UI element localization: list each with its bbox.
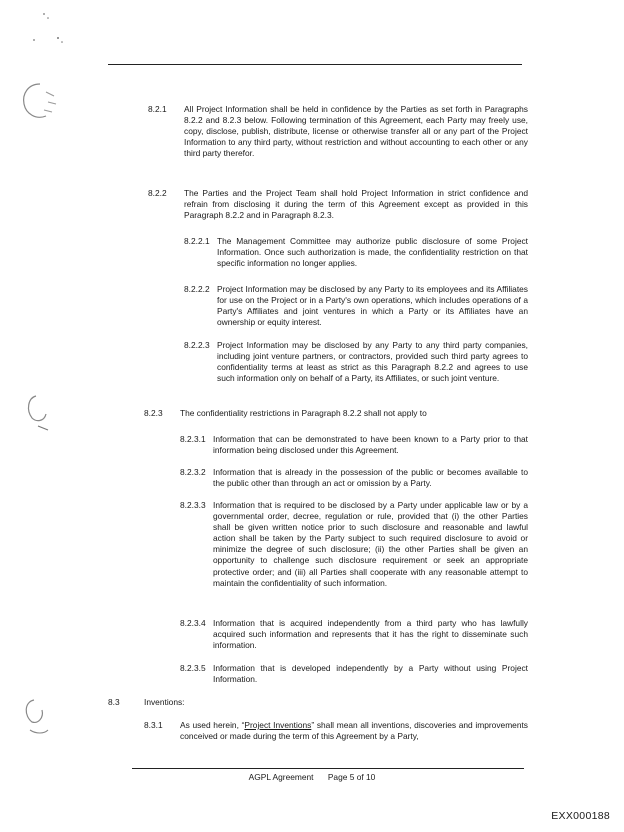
section-number-8-2-3-1: 8.2.3.1 xyxy=(180,434,206,444)
paragraph-8-2-1: All Project Information shall be held in confidence by the Parties as set forth in Paragraphs 8.2.2 and 8.2.3 below. Following termination of this Agreement, each Party may freely use, copy, disclose, publish, distribute, license or otherwise transfer all or any part of the Project Information to any third party, without restriction and without accounting to each other or any third party therefor. xyxy=(184,104,528,159)
paragraph-8-2-3-2: Information that is already in the possession of the public or becomes available to the public other than through an act or omission by a Party. xyxy=(213,467,528,489)
paragraph-8-3-1-rest: ” shall mean all inventions, discoveries and improvements conceived or made during the term of this Agreement by a Party, xyxy=(180,720,528,742)
section-number-8-3: 8.3 xyxy=(108,697,120,707)
paragraph-8-2-2: The Parties and the Project Team shall hold Project Information in strict confidence and refrain from disclosing it during the term of this Agreement except as provided in this Paragraph 8.2.2 and in Paragraph 8.2.3. xyxy=(184,188,528,221)
section-number-8-2-2-3: 8.2.2.3 xyxy=(184,340,210,350)
paragraph-8-2-3-1: Information that can be demonstrated to have been known to a Party prior to that information being disclosed under this Agreement. xyxy=(213,434,528,456)
paragraph-8-2-2-2: Project Information may be disclosed by any Party to its employees and its Affiliates for use on the Project or in a Party's own operations, which includes operations of a Party's Affiliates and joint ventures in which a Party or its Affiliates have an ownership or equity interest. xyxy=(217,284,528,328)
punch-hole-mark-icon xyxy=(22,392,52,436)
section-number-8-2-2-1: 8.2.2.1 xyxy=(184,236,210,246)
paragraph-8-2-3: The confidentiality restrictions in Paragraph 8.2.2 shall not apply to xyxy=(180,408,427,418)
section-number-8-2-3-5: 8.2.3.5 xyxy=(180,663,206,673)
section-number-8-2-3-3: 8.2.3.3 xyxy=(180,500,206,510)
paragraph-8-2-2-1: The Management Committee may authorize public disclosure of some Project Information. Once such authorization is made, the confidentiality restriction on that specific information no longer applies. xyxy=(217,236,528,269)
footer-rule xyxy=(132,768,524,769)
bates-number: EXX000188 xyxy=(551,810,610,822)
paragraph-8-3-1 xyxy=(180,720,528,742)
page-footer xyxy=(0,772,624,782)
paragraph-8-2-3-3: Information that is required to be disclosed by a Party under applicable law or by a governmental order, decree, regulation or rule, provided that (i) the other Parties shall be given written notice prior to such disclosure and reasonable and lawful action shall be taken by the Party subject to such required disclosure to avoid or minimize the degree of such disclosure; (ii) the other Parties shall be given an opportunity to challenge such disclosure requirement or seek an appropriate protective order; and (iii) all Parties shall cooperate with any reasonable attempt to maintain the confidentiality of such information. xyxy=(213,500,528,588)
section-number-8-2-3-4: 8.2.3.4 xyxy=(180,618,206,628)
paragraph-8-2-3-5: Information that is developed independently by a Party without using Project Information. xyxy=(213,663,528,685)
scan-speck-icon xyxy=(24,8,74,48)
section-number-8-2-2-2: 8.2.2.2 xyxy=(184,284,210,294)
section-number-8-3-1: 8.3.1 xyxy=(144,720,163,730)
footer-document-title: AGPL Agreement xyxy=(248,772,314,782)
section-number-8-2-1: 8.2.1 xyxy=(148,104,167,114)
punch-hole-mark-icon xyxy=(20,694,50,742)
header-rule xyxy=(108,64,522,65)
defined-term-project-inventions: Project Inventions xyxy=(244,720,312,730)
paragraph-8-2-2-3: Project Information may be disclosed by any Party to any third party companies, including joint venture partners, or contractors, provided such third party agrees to confidentiality terms at least as strict as this Paragraph 8.2.2 and agrees to use such information only on behalf of a Party, its Affiliates, or such joint venture. xyxy=(217,340,528,384)
footer-page-number: Page 5 of 10 xyxy=(327,772,376,782)
section-number-8-2-2: 8.2.2 xyxy=(148,188,167,198)
section-heading-inventions: Inventions: xyxy=(144,697,185,707)
section-number-8-2-3-2: 8.2.3.2 xyxy=(180,467,206,477)
paragraph-8-2-3-4: Information that is acquired independently from a third party who has lawfully acquired such information and represents that it has the right to disseminate such information. xyxy=(213,618,528,651)
paragraph-8-3-1-lead: As used herein, “ xyxy=(180,720,245,730)
punch-hole-mark-icon xyxy=(18,78,62,126)
section-number-8-2-3: 8.2.3 xyxy=(144,408,163,418)
